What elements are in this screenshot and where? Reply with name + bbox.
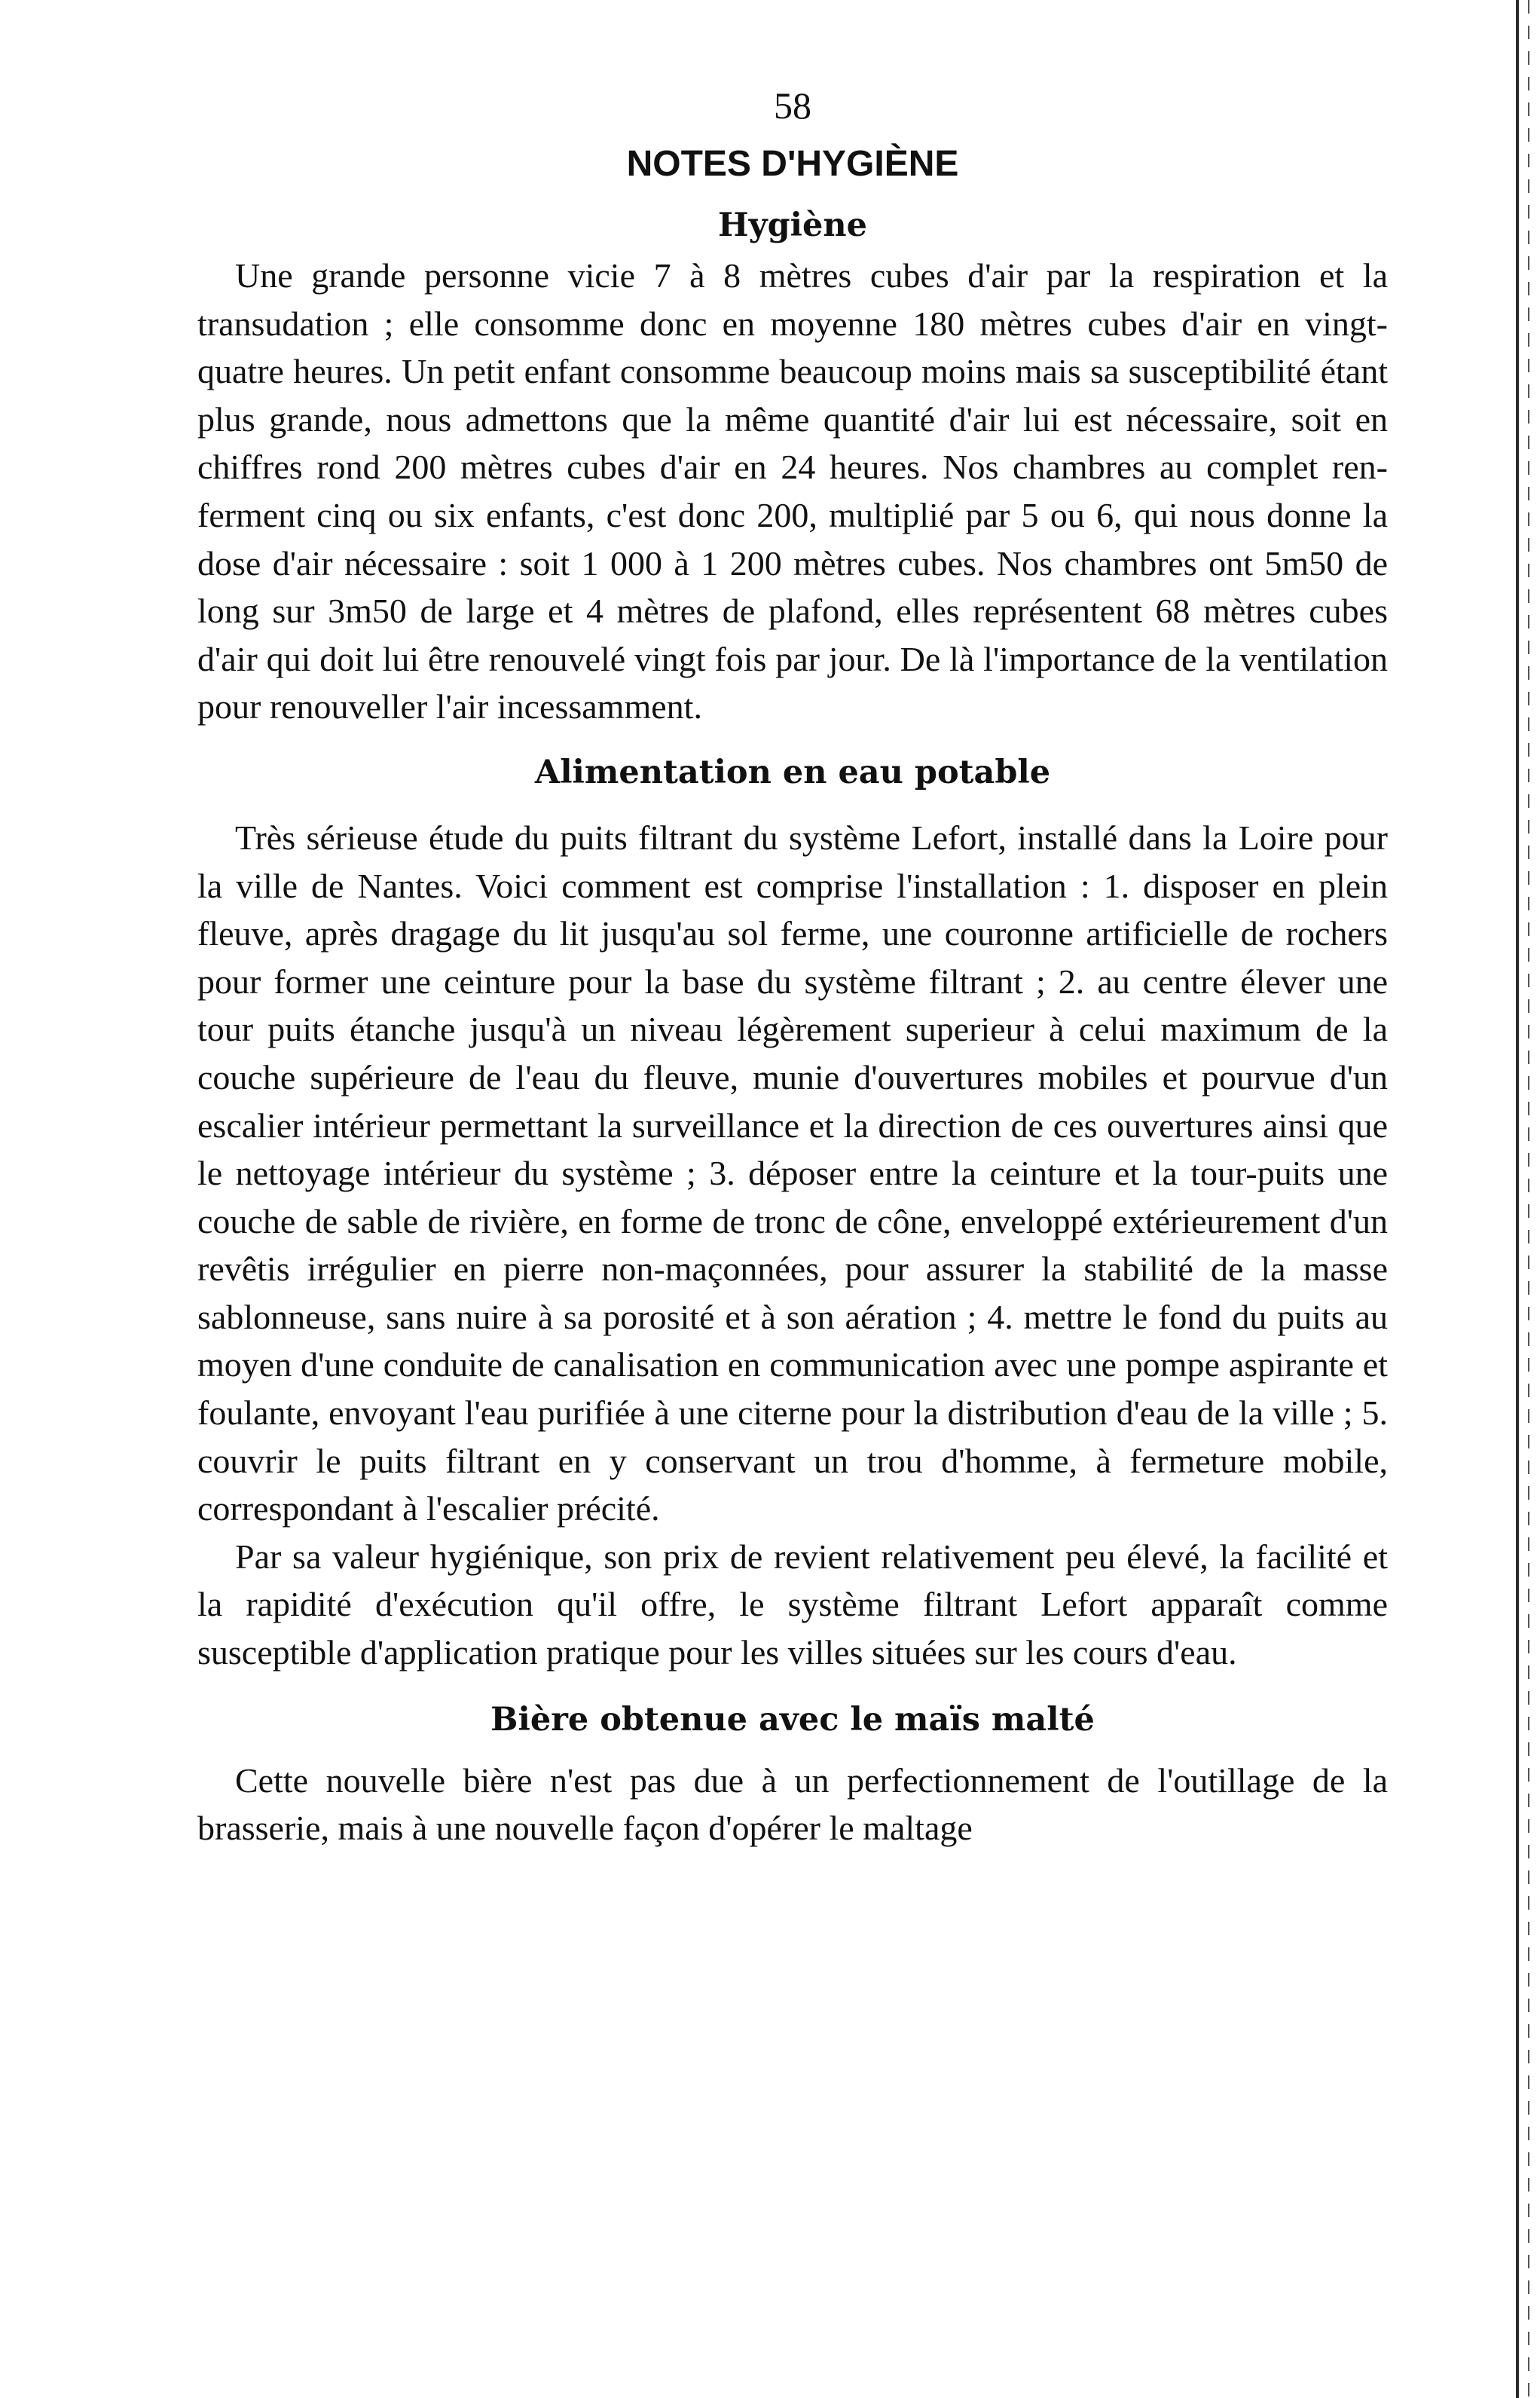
page-number: 58 [774,84,811,127]
paragraph-alimentation-2: Par sa valeur hygiénique, son prix de revient relativement peu élevé, la facilité et la rapidité d'exécution qu'il offre, le système filtrant Lefort apparaît comme susceptible d'application pratique pour les villes situées sur les cours d'eau. [197,1537,1388,1672]
page-title: NOTES D'HYGIÈNE [626,144,959,184]
paragraph-alimentation-1: Très sérieuse étude du puits filtrant du système Lefort, installé dans la Loire pour la ville de Nantes. Voici comment est comprise l'installation : 1. disposer en plein fleuve, après dragage du lit jusqu'au sol ferme, une couronne artificielle de rochers pour former une ceinture pour la base du système filtrant ; 2. au centre élever une tour puits étanche jusqu'à un niveau légèrement superieur à celui maximum de la couche supérieure de l'eau du fleuve, munie d'ouvertures mobiles et pourvue d'un escalier intérieur permettant la surveillance et la direction de ces ouvertures ainsi que le nettoyage intérieur du système ; 3. déposer entre la ceinture et la tour-puits une couche de sable de rivière, en forme de tronc de cône, enveloppé extérieurement d'un revêtis irrégulier en pierre non-maçonnées, pour assurer la stabilité de la masse sablonneuse, sans nuire à sa porosité et à son aération ; 4. mettre le fond du puits au moyen d'une conduite de canalisation en communication avec une pompe aspirante et foulante, envoyant l'eau purifiée à une citerne pour la distribution d'eau de la ville ; 5. couvrir le puits filtrant en y conservant un trou d'homme, à fermeture mobile, correspondant à l'escalier précité. [197,818,1388,1528]
paragraph-biere: Cette nouvelle bière n'est pas due à un perfectionnement de l'outillage de la brasserie, mais à une nouvelle façon d'opérer le maltage [197,1760,1388,1848]
page [197,83,1388,1852]
paragraph-hygiene: Une grande personne vicie 7 à 8 mètres cubes d'air par la respiration et la transudation ; elle consomme donc en moyenne 180 mètres cubes d'air en vingt-quatre heures. Un petit enfant consomme beaucoup moins mais sa susceptibilité étant plus grande, nous admettons que la même quantité d'air lui est nécessaire, soit en chiffres rond 200 mètres cubes d'air en 24 heures. Nos chambres au complet renferment cinq ou six enfants, c'est donc 200, multiplié par 5 ou 6, qui nous donne la dose d'air nécessaire : soit 1 000 à 1 200 mètres cubes. Nos chambres ont 5m50 de long sur 3m50 de large et 4 mètres de plafond, elles représentent 68 mètres cubes d'air qui doit lui être renouvelé vingt fois par jour. De là l'importance de la ventilation pour renouveller l'air incessamment. [197,256,1388,726]
section-heading-alimentation: Alimentation en eau potable [534,753,1051,791]
section-heading-hygiene: Hygiène [718,206,867,244]
section-heading-biere: Bière obtenue avec le maïs malté [490,1700,1095,1739]
binding-edge [1516,0,1519,2398]
binding-edge-dashes [1528,0,1529,2398]
